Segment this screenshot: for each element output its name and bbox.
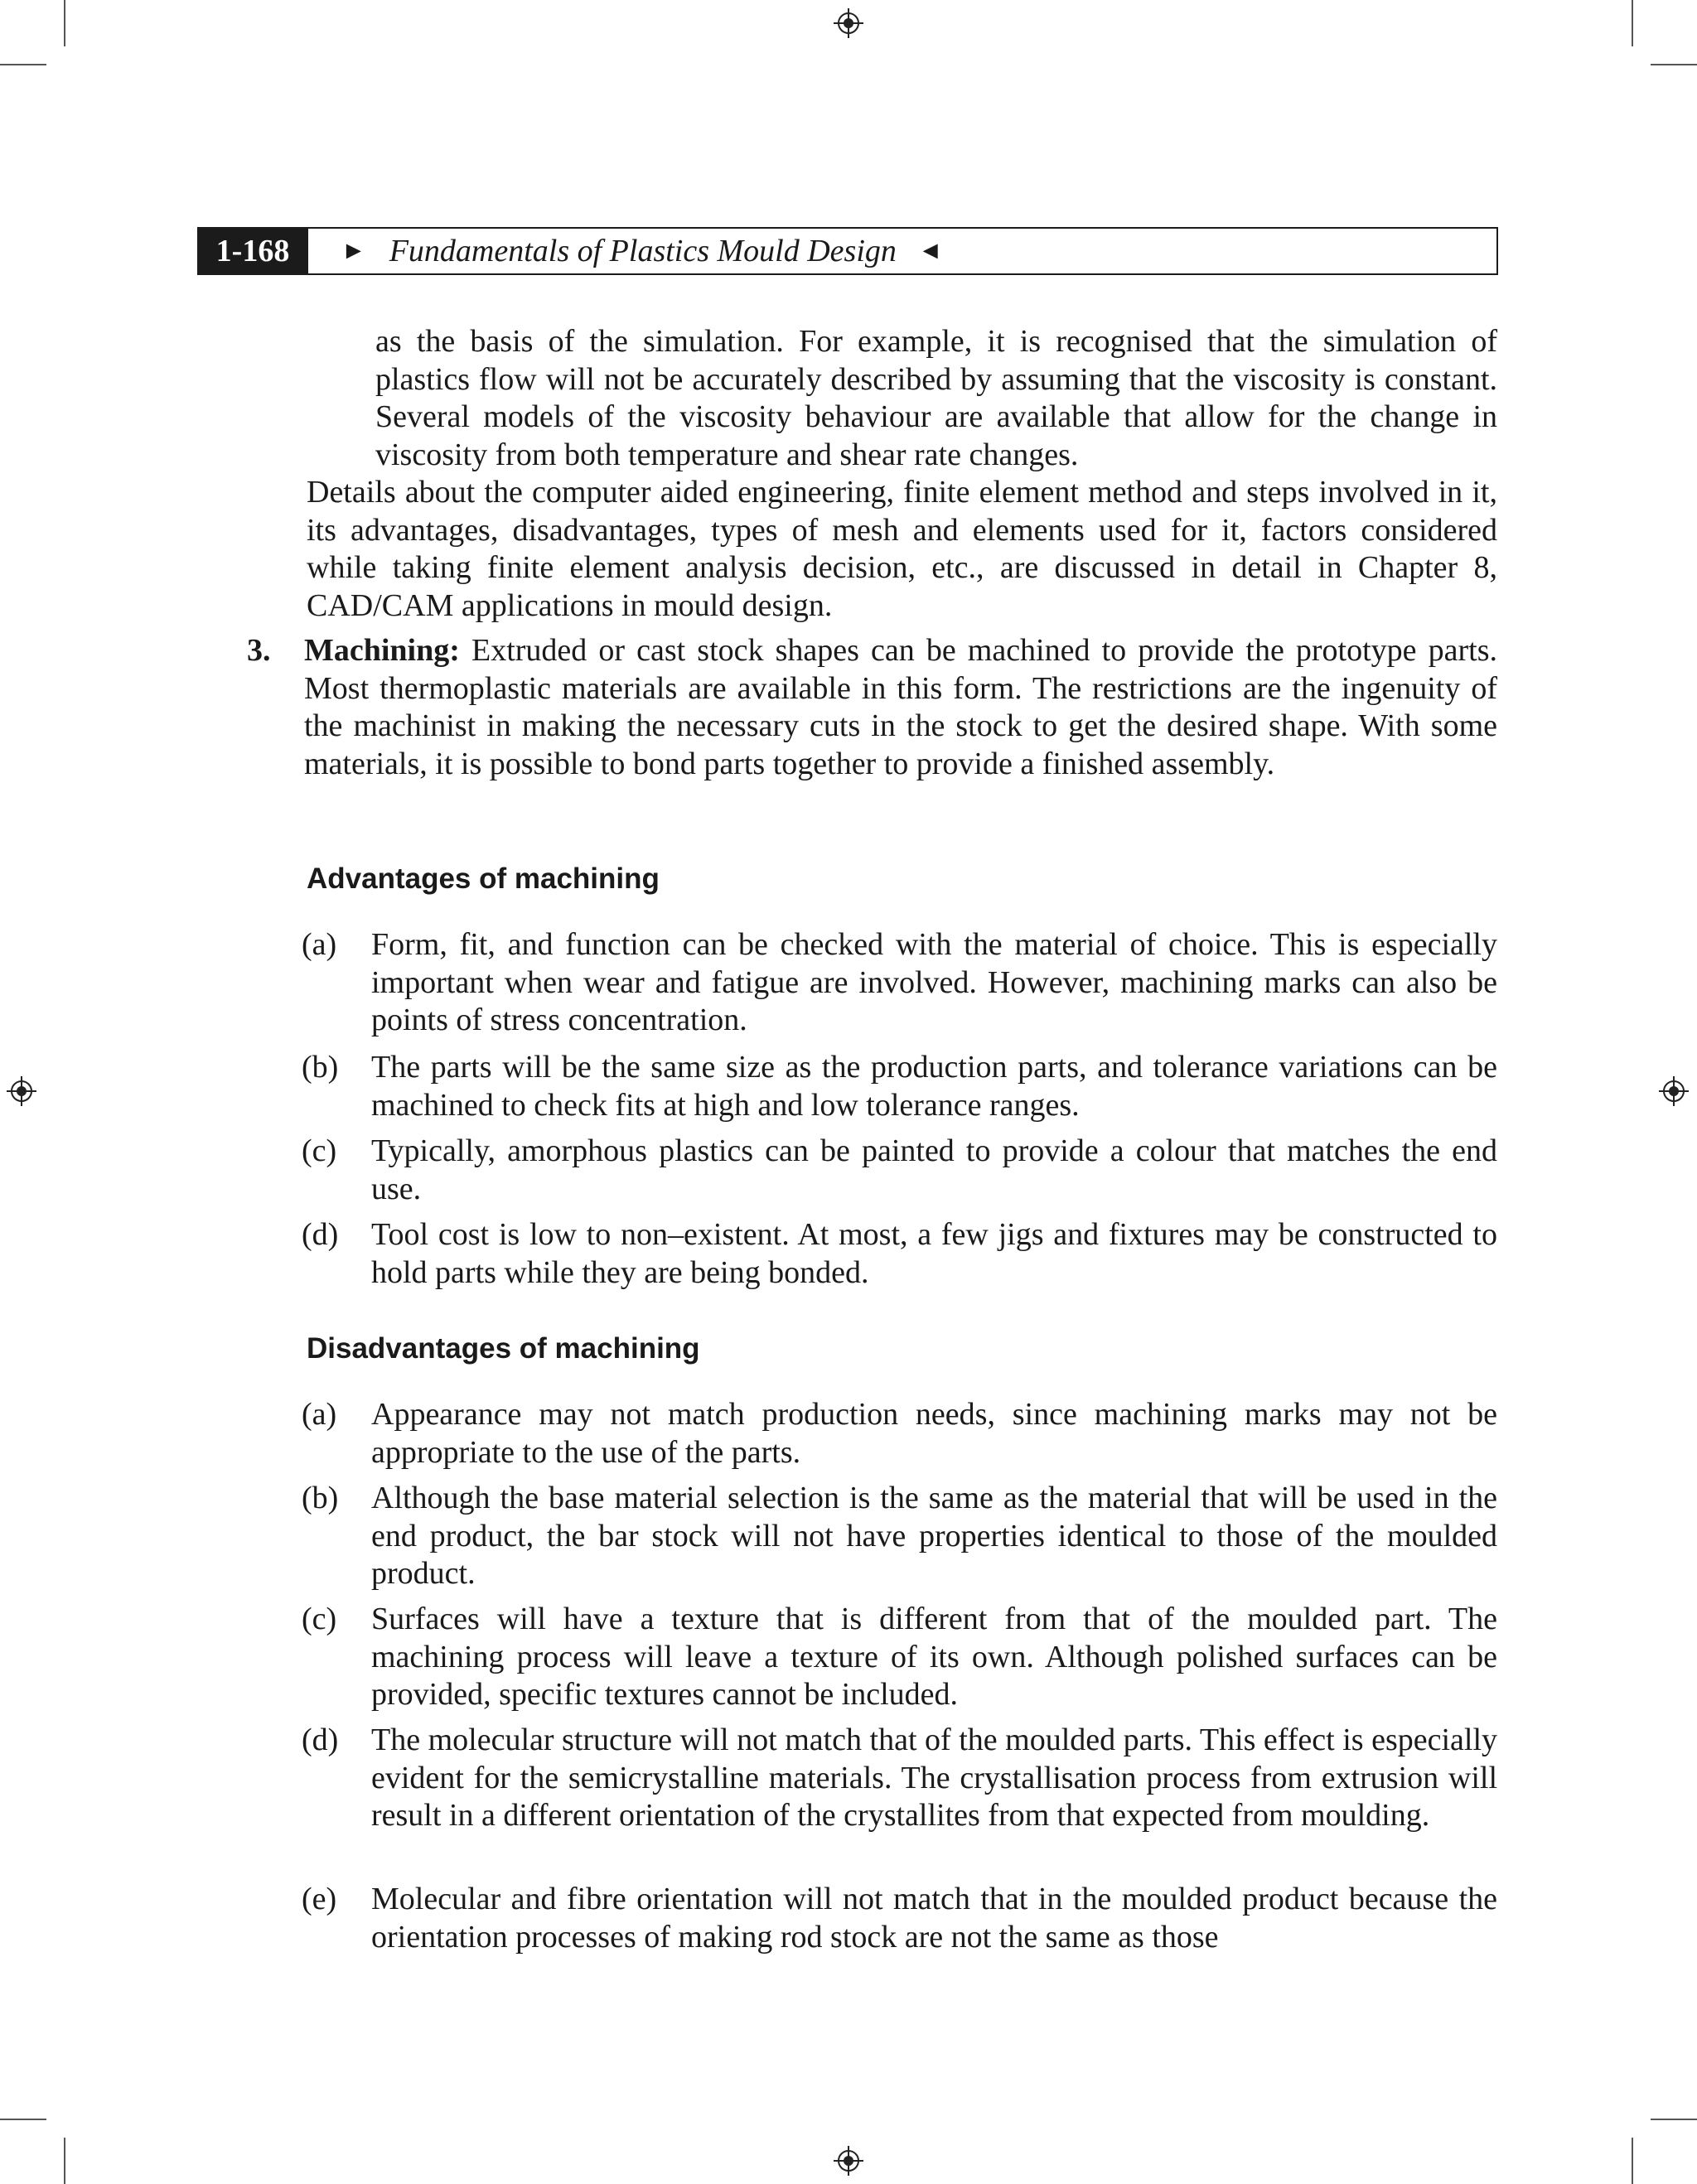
registration-mark-left-icon — [5, 1075, 38, 1108]
list-item — [302, 1216, 1497, 1292]
item-text: The parts will be the same size as the production parts, and tolerance variations can be machined to check fits at high and low tolerance ranges. — [371, 1050, 1497, 1123]
header-title-row — [341, 229, 943, 273]
registration-mark-top-icon — [832, 7, 865, 40]
item-text: Although the base material selection is the same as the material that will be used in the end product, the bar stock will not have properties identical to those of the moulded product. — [371, 1481, 1497, 1591]
machining-body: Extruded or cast stock shapes can be machined to provide the prototype parts. Most thermoplastic materials are available in this form. The restrictions are the ingenuity of the machinist in making the necessary cuts in the stock to get the desired shape. With some materials, it is possible to bond parts together to provide a finished assembly. — [304, 633, 1497, 781]
item-label: (a) — [302, 1397, 337, 1432]
registration-mark-bottom-icon — [832, 2144, 865, 2177]
item-label: (c) — [302, 1133, 337, 1168]
left-pointer-icon: ◄ — [917, 237, 943, 264]
running-header — [197, 227, 1498, 275]
crop-mark-bottom-right-h — [1651, 2119, 1697, 2120]
list-item — [302, 1396, 1497, 1471]
item-label: (c) — [302, 1602, 337, 1636]
crop-mark-top-right-h — [1651, 64, 1697, 65]
item-text: Appearance may not match production needs, since machining marks may not be appropriate to the use of the parts. — [371, 1397, 1497, 1470]
list-item — [302, 1480, 1497, 1593]
item-text: The molecular structure will not match that of the moulded parts. This effect is especially evident for the semicrystalline materials. The crystallisation process from extrusion will result in a different orientation of the crystallites from that expected from moulding. — [371, 1723, 1497, 1833]
crop-mark-top-right-v — [1632, 0, 1633, 46]
disadvantages-heading: Disadvantages of machining — [307, 1332, 700, 1365]
item-text: Form, fit, and function can be checked with the material of choice. This is especially important when wear and fatigue are involved. However, machining marks can also be points of stress concentration. — [371, 927, 1497, 1037]
right-pointer-icon: ► — [341, 237, 366, 264]
item-label: (d) — [302, 1217, 339, 1252]
crop-mark-top-left-h — [0, 64, 46, 65]
machining-term: Machining: — [304, 633, 460, 668]
item-text: Tool cost is low to non–existent. At most, a few jigs and fixtures may be constructed to hold parts while they are being bonded. — [371, 1217, 1497, 1290]
paragraph-text: Details about the computer aided engineering, finite element method and steps involved in it, its advantages, disadvantages, types of mesh and elements used for it, factors considered while taking finite element analysis decision, etc., are discussed in detail in Chapter 8, CAD/CAM applications in mould design. — [307, 475, 1497, 623]
list-item — [302, 1049, 1497, 1124]
paragraph-text — [304, 632, 1497, 783]
cae-details-paragraph — [307, 474, 1497, 625]
machining-paragraph — [304, 632, 1497, 783]
simulation-continuation-paragraph — [375, 323, 1497, 474]
page-number: 1-168 — [197, 227, 308, 275]
paragraph-text: as the basis of the simulation. For example, it is recognised that the simulation of plastics flow will not be accurately described by assuming that the viscosity is constant. Several models of the viscosity behaviour are available that allow for the change in viscosity from both temperature and shear rate changes. — [375, 324, 1497, 472]
item-text: Molecular and fibre orientation will not match that in the moulded product because the orientation processes of making rod stock are not the same as those — [371, 1882, 1497, 1954]
item-label: (e) — [302, 1882, 337, 1916]
crop-mark-bottom-left-h — [0, 2119, 46, 2120]
list-number: 3. — [247, 633, 271, 668]
header-title-box — [308, 227, 1498, 275]
crop-mark-bottom-left-v — [64, 2138, 65, 2184]
crop-mark-bottom-right-v — [1632, 2138, 1633, 2184]
item-text: Typically, amorphous plastics can be painted to provide a colour that matches the end use. — [371, 1133, 1497, 1206]
list-item — [302, 1133, 1497, 1208]
item-label: (a) — [302, 927, 337, 962]
item-text: Surfaces will have a texture that is different from that of the moulded part. The machining process will leave a texture of its own. Although polished surfaces can be provided, specific textures cannot be included. — [371, 1602, 1497, 1712]
list-item — [302, 926, 1497, 1040]
list-item — [302, 1601, 1497, 1714]
list-item — [302, 1881, 1497, 1956]
item-label: (d) — [302, 1723, 339, 1757]
advantages-heading: Advantages of machining — [307, 862, 660, 895]
crop-mark-top-left-v — [64, 0, 65, 46]
item-label: (b) — [302, 1481, 339, 1515]
list-item — [302, 1722, 1497, 1835]
book-title: Fundamentals of Plastics Mould Design — [389, 234, 897, 268]
registration-mark-right-icon — [1657, 1075, 1690, 1108]
item-label: (b) — [302, 1050, 339, 1085]
